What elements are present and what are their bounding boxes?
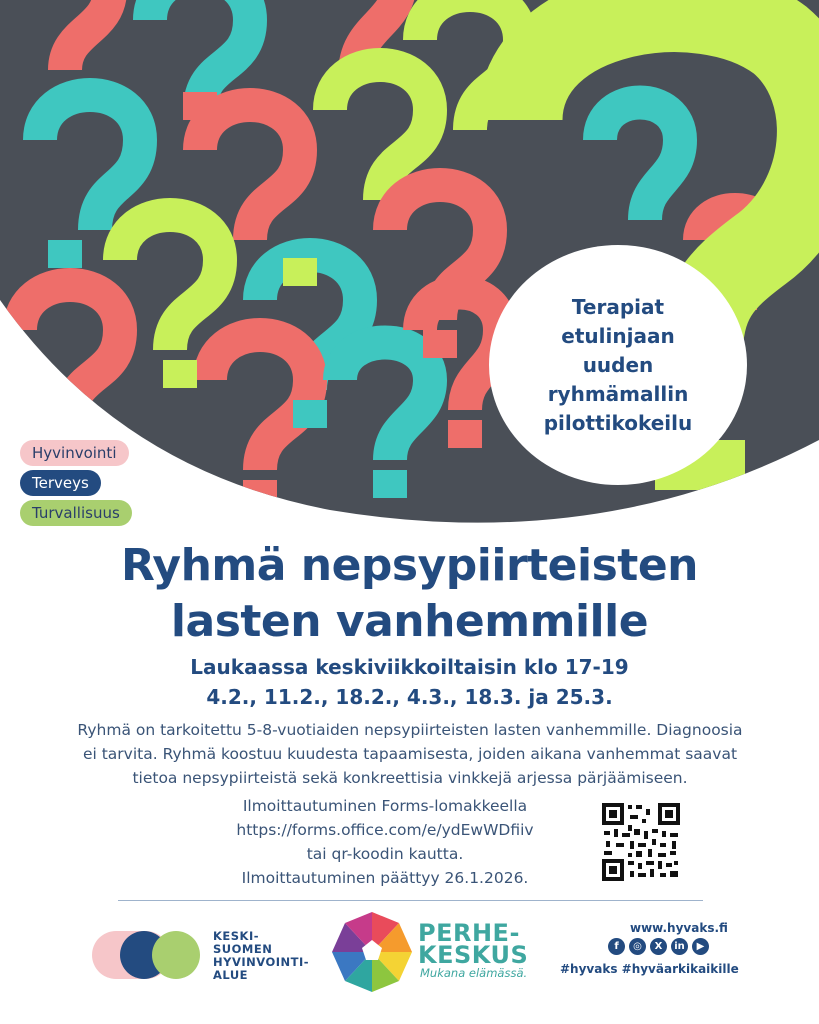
linkedin-icon[interactable]: in [671,938,688,955]
kshva-wordmark [213,930,309,982]
kshva-line: HYVINVOINTI- [213,955,310,969]
description-line: Ryhmä on tarkoitettu 5-8-vuotiaiden nepsypiirteisten lasten vanhemmille. Diagnoosia [77,721,743,739]
pilot-badge [489,245,747,485]
badge-line: pilottikokeilu [543,410,693,435]
perhekeskus-line: KESKUS [418,941,529,969]
perhekeskus-logo [330,910,414,994]
perhekeskus-wordmark [418,919,529,969]
kshva-line: ALUE [213,968,249,982]
tag-turvallisuus: Turvallisuus [20,500,132,526]
description [70,718,750,790]
registration-deadline: Ilmoittautuminen päättyy 26.1.2026. [241,869,529,887]
kshva-line: KESKI- [213,929,260,943]
social-icons [608,938,709,955]
instagram-icon[interactable]: ◎ [629,938,646,955]
website-link[interactable]: www.hyvaks.fi [630,921,728,935]
facebook-icon[interactable]: f [608,938,625,955]
badge-line: Terapiat [571,294,665,319]
badge-line: etulinjaan [561,323,675,348]
description-line: tietoa nepsypiirteistä sekä konkreettisia vinkkejä arjessa pärjäämiseen. [132,769,688,787]
page-title-line2: lasten vanhemmille [170,596,649,647]
registration-line: tai qr-koodin kautta. [306,845,464,863]
registration-info [200,794,570,890]
perhekeskus-slogan: Mukana elämässä. [420,966,528,980]
qr-code[interactable] [602,803,680,881]
perhekeskus-line: PERHE- [418,919,520,947]
dates-text: 4.2., 11.2., 18.2., 4.3., 18.3. ja 25.3. [206,685,613,709]
kshva-line: SUOMEN [213,942,273,956]
description-line: ei tarvita. Ryhmä koostuu kuudesta tapaamisesta, joiden aikana vanhemmat saavat [82,745,738,763]
registration-link[interactable]: https://forms.office.com/e/ydEwWDfiiv [236,821,534,839]
badge-line: uuden [582,352,654,377]
tag-hyvinvointi: Hyvinvointi [20,440,129,466]
youtube-icon[interactable]: ▶ [692,938,709,955]
badge-line: ryhmämallin [547,381,689,406]
footer-divider [118,900,703,901]
hashtags: #hyvaks #hyväarkikaikille [560,962,739,976]
page-title-line1: Ryhmä nepsypiirteisten [120,540,698,591]
schedule-text: Laukaassa keskiviikkoiltaisin klo 17-19 [190,655,629,679]
keski-suomen-hyvinvointialue-logo [92,931,202,979]
tag-terveys: Terveys [20,470,101,496]
registration-line: Ilmoittautuminen Forms-lomakkeella [242,797,528,815]
x-icon[interactable]: X [650,938,667,955]
